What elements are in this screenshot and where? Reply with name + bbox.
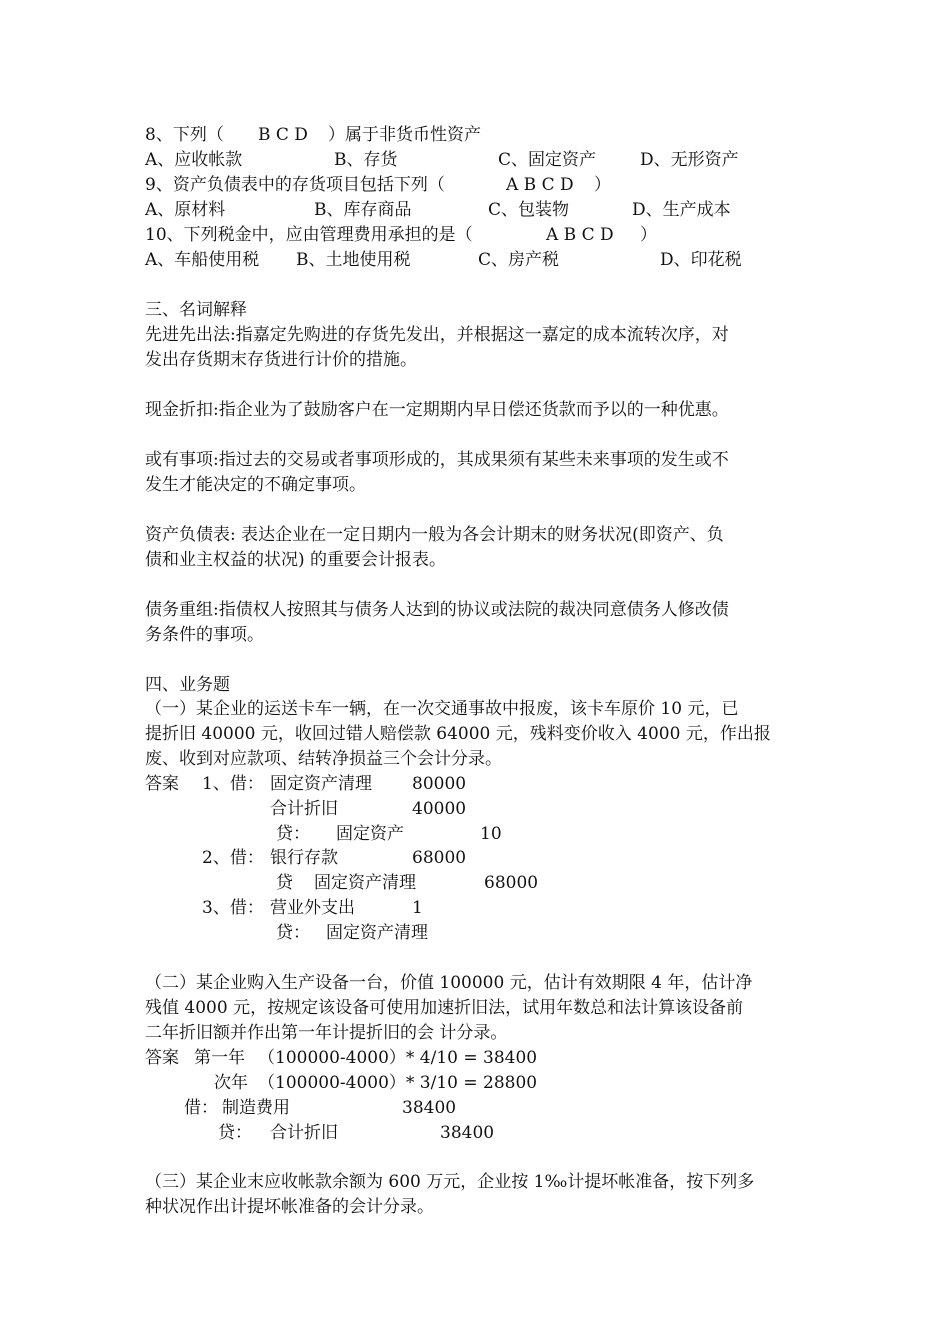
problem2-line2: 残值 4000 元，按规定该设备可使用加速折旧法，试用年数总和法计算该设备前: [145, 998, 744, 1018]
q10-option-d: D、印花税: [660, 250, 742, 270]
term-balance-sheet-line2: 债和业主权益的状况) 的重要会计报表。: [145, 550, 447, 570]
q8-option-a: A、应收帐款: [145, 150, 243, 170]
entry1-number: 1、借：: [202, 774, 264, 794]
term-debt-restructuring-line1: 债务重组:指债权人按照其与债务人达到的协议或法院的裁决同意债务人修改债: [145, 600, 729, 620]
entry1-credit-label: 贷：: [276, 824, 310, 844]
q9-tail: ）: [594, 175, 611, 195]
entry1-debit-amount: 80000: [412, 774, 467, 794]
terms-heading: 三、名词解释: [145, 300, 247, 320]
entry3-debit-amount: 1: [412, 898, 423, 918]
q8-answer: B C D: [258, 125, 308, 145]
problem1-answer-label: 答案: [145, 774, 179, 794]
problem1-line1: （一）某企业的运送卡车一辆，在一次交通事故中报废，该卡车原价 10 元，已: [145, 699, 739, 719]
q9-option-a: A、原材料: [145, 200, 226, 220]
q9-option-b: B、库存商品: [314, 200, 412, 220]
entry2-credit-label: 贷: [276, 873, 293, 893]
p2-debit-account: 制造费用: [222, 1098, 290, 1118]
term-balance-sheet-line1: 资产负债表: 表达企业在一定日期内一般为各会计期末的财务状况(即资产、负: [145, 525, 724, 545]
problem3-line2: 种状况作出计提坏帐准备的会计分录。: [145, 1197, 434, 1217]
q8-option-d: D、无形资产: [640, 150, 739, 170]
problem2-answer-label: 答案: [145, 1048, 179, 1068]
p2-credit-label: 贷：: [218, 1123, 252, 1143]
q10-option-c: C、房产税: [478, 250, 560, 270]
problem2-line3: 二年折旧额并作出第一年计提折旧的会 计分录。: [145, 1023, 508, 1043]
q8-option-c: C、固定资产: [498, 150, 597, 170]
p2-debit-label: 借：: [184, 1098, 218, 1118]
entry1-debit2-amount: 40000: [412, 799, 467, 819]
q10-answer: A B C D: [546, 225, 614, 245]
entry1-credit-account: 固定资产: [336, 824, 404, 844]
entry2-credit-amount: 68000: [484, 873, 539, 893]
year1-label: 第一年: [194, 1048, 245, 1068]
problem3-line1: （三）某企业末应收帐款余额为 600 万元，企业按 1‰计提坏帐准备，按下列多: [145, 1172, 755, 1192]
entry3-debit-account: 营业外支出: [270, 898, 355, 918]
p2-credit-account: 合计折旧: [270, 1123, 338, 1143]
problem2-line1: （二）某企业购入生产设备一台，价值 100000 元，估计有效期限 4 年，估计净: [145, 973, 753, 993]
q9-answer: A B C D: [506, 175, 574, 195]
entry3-credit-account: 固定资产清理: [326, 923, 428, 943]
q9-option-d: D、生产成本: [632, 200, 731, 220]
entry1-debit2-account: 合计折旧: [270, 799, 338, 819]
problem1-line2: 提折旧 40000 元，收回过错人赔偿款 64000 元，残料变价收入 4000 元，作出报: [145, 724, 771, 744]
entry3-number: 3、借：: [202, 898, 264, 918]
year1-calculation: （100000-4000）* 4/10 = 38400: [258, 1048, 538, 1068]
q9-option-c: C、包装物: [488, 200, 570, 220]
year2-label: 次年: [214, 1073, 248, 1093]
q8-tail: ）属于非货币性资产: [328, 125, 481, 145]
term-cash-discount: 现金折扣:指企业为了鼓励客户在一定期期内早日偿还货款而予以的一种优惠。: [145, 400, 729, 420]
q10-tail: ）: [640, 225, 657, 245]
entry1-credit-amount: 10: [480, 824, 502, 844]
q10-option-a: A、车船使用税: [145, 250, 260, 270]
entry2-debit-amount: 68000: [412, 848, 467, 868]
p2-debit-amount: 38400: [402, 1098, 457, 1118]
entry1-debit-account: 固定资产清理: [270, 774, 372, 794]
business-heading: 四、业务题: [145, 675, 230, 695]
term-fifo-line1: 先进先出法:指嘉定先购进的存货先发出，并根据这一嘉定的成本流转次序，对: [145, 325, 729, 345]
entry3-credit-label: 贷：: [276, 923, 310, 943]
entry2-number: 2、借：: [202, 848, 264, 868]
term-contingency-line2: 发生才能决定的不确定事项。: [145, 475, 366, 495]
q10-question: 10、下列税金中，应由管理费用承担的是（: [145, 225, 473, 245]
term-contingency-line1: 或有事项:指过去的交易或者事项形成的，其成果须有某些未来事项的发生或不: [145, 450, 729, 470]
q9-question: 9、资产负债表中的存货项目包括下列（: [145, 175, 445, 195]
problem1-line3: 废、收到对应款项、结转净损益三个会计分录。: [145, 749, 502, 769]
entry2-credit-account: 固定资产清理: [314, 873, 416, 893]
term-fifo-line2: 发出存货期末存货进行计价的措施。: [145, 350, 417, 370]
year2-calculation: （100000-4000）* 3/10 = 28800: [258, 1073, 538, 1093]
q8-option-b: B、存货: [334, 150, 398, 170]
term-debt-restructuring-line2: 务条件的事项。: [145, 625, 264, 645]
p2-credit-amount: 38400: [440, 1123, 495, 1143]
entry2-debit-account: 银行存款: [270, 848, 338, 868]
q10-option-b: B、土地使用税: [296, 250, 411, 270]
q8-question: 8、下列（: [145, 125, 224, 145]
